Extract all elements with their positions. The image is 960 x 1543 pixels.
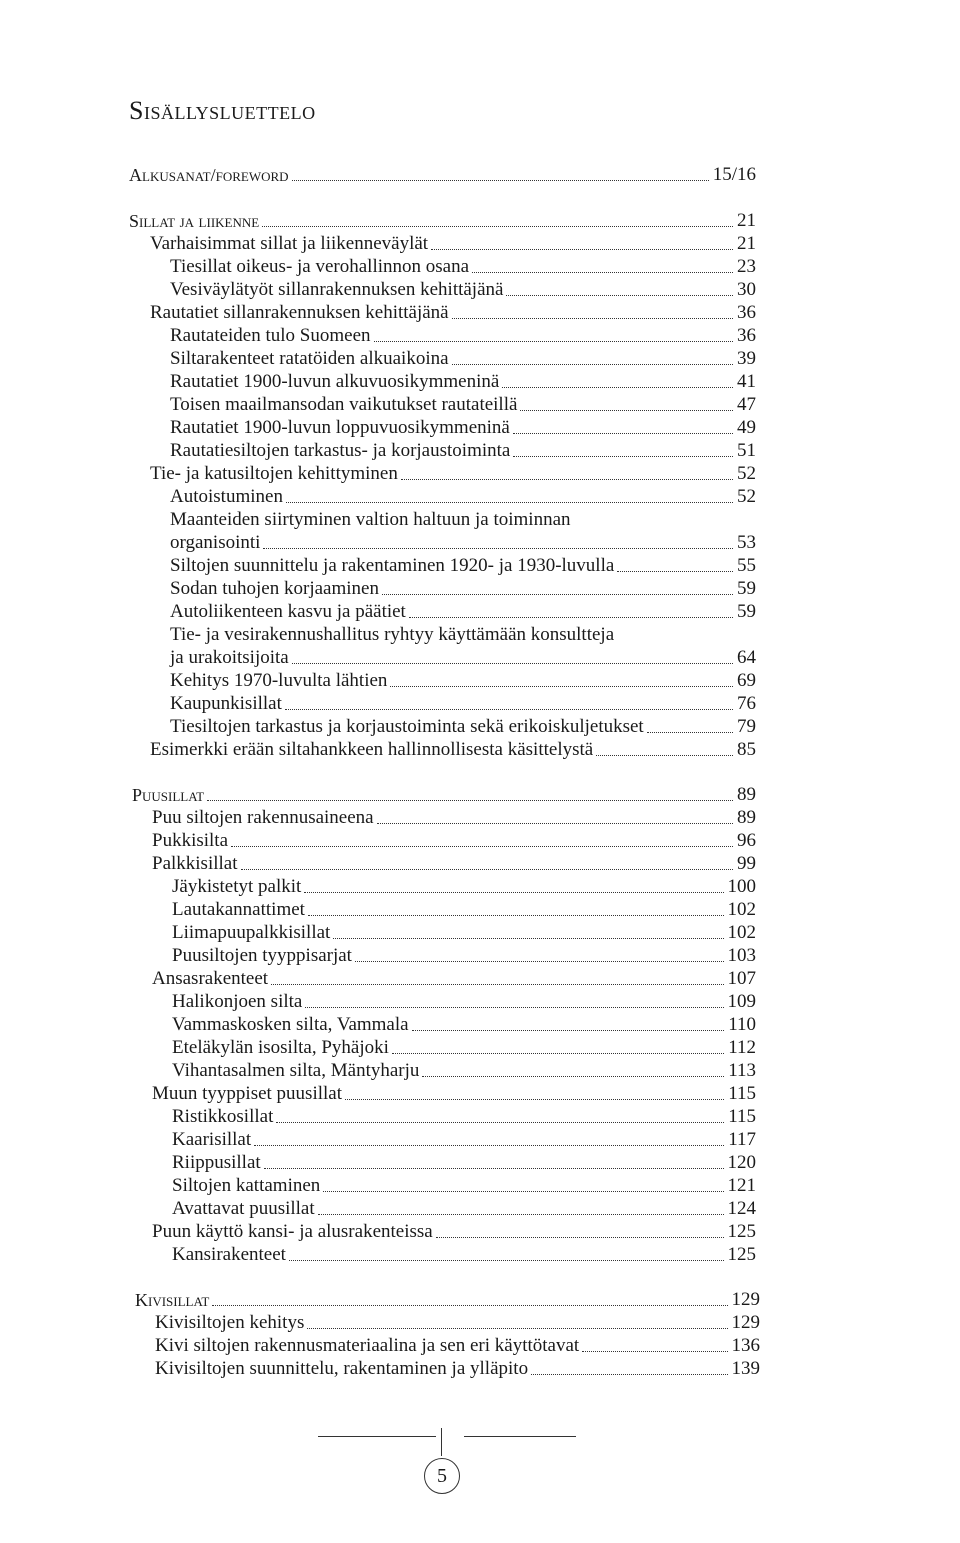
toc-entry-label: Lautakannattimet (172, 899, 305, 920)
toc-entry (170, 416, 756, 440)
toc-entry (129, 163, 756, 187)
toc-entry (135, 1288, 760, 1312)
leader-dots (212, 1304, 727, 1306)
toc-entry-label: Kivisillat (135, 1290, 210, 1310)
toc-entry-label: Vammaskosken silta, Vammala (172, 1014, 409, 1035)
toc-entry (170, 669, 756, 693)
toc-entry (170, 370, 756, 394)
toc-entry (172, 1013, 756, 1037)
toc-entry-label: Halikonjoen silta (172, 991, 303, 1012)
toc-entry (152, 967, 756, 991)
toc-entry-label: Kaarisillat (172, 1129, 252, 1150)
leader-dots (506, 294, 733, 296)
toc-entry-page: 107 (727, 968, 756, 989)
toc-entry (172, 1036, 756, 1060)
leader-dots (355, 960, 724, 962)
leader-dots (502, 386, 733, 388)
toc-entry-label: Tiesillat oikeus- ja verohallinnon osana (170, 256, 470, 277)
toc-entry (172, 1151, 756, 1175)
toc-entry-page: 41 (737, 371, 756, 392)
toc-entry (152, 1220, 756, 1244)
toc-entry-page: 52 (737, 486, 756, 507)
leader-dots (374, 340, 733, 342)
toc-entry (170, 646, 756, 670)
leader-dots (207, 799, 733, 801)
toc-entry-page: 15/16 (712, 164, 756, 185)
toc-entry-page: 85 (737, 739, 756, 760)
toc-entry (172, 1243, 756, 1267)
leader-dots (401, 478, 733, 480)
toc-entry (150, 232, 756, 256)
toc-entry-label: Puu siltojen rakennusaineena (152, 807, 374, 828)
toc-entry-page: 109 (727, 991, 756, 1012)
toc-entry-page: 125 (727, 1244, 756, 1265)
toc-entry-page: 103 (727, 945, 756, 966)
leader-dots (452, 317, 733, 319)
leader-dots (390, 685, 733, 687)
toc-entry-page: 51 (737, 440, 756, 461)
toc-entry-page: 124 (727, 1198, 756, 1219)
leader-dots (431, 248, 733, 250)
toc-entry (170, 255, 756, 279)
leader-dots (513, 455, 733, 457)
leader-dots (292, 179, 709, 181)
toc-entry-page: 59 (737, 578, 756, 599)
leader-dots (271, 983, 723, 985)
toc-entry (172, 1105, 756, 1129)
toc-entry-page: 115 (728, 1083, 756, 1104)
leader-dots (262, 225, 733, 227)
toc-entry-label: Sillat ja liikenne (129, 211, 260, 231)
page-number: 5 (424, 1458, 460, 1494)
leader-dots (617, 640, 752, 641)
toc-entry-label: Kehitys 1970-luvulta lähtien (170, 670, 388, 691)
toc-entry-label: Kivi siltojen rakennusmateriaalina ja sen eri käyttötavat (155, 1335, 580, 1356)
toc-entry (170, 531, 756, 555)
leader-dots (382, 593, 733, 595)
leader-dots (647, 731, 733, 733)
toc-entry (170, 715, 756, 739)
toc-entry-label: Kaupunkisillat (170, 693, 282, 714)
leader-dots (436, 1236, 724, 1238)
leader-dots (531, 1373, 727, 1375)
toc-entry-page: 99 (737, 853, 756, 874)
toc-entry-label: Puun käyttö kansi- ja alusrakenteissa (152, 1221, 433, 1242)
footer-rule-left (318, 1436, 436, 1437)
toc-entry-label: Palkkisillat (152, 853, 238, 874)
leader-dots (289, 1259, 724, 1261)
toc-entry (170, 577, 756, 601)
toc-entry (170, 692, 756, 716)
toc-entry-page: 64 (737, 647, 756, 668)
toc-entry-page: 47 (737, 394, 756, 415)
toc-entry (172, 944, 756, 968)
toc-entry-label: Sodan tuhojen korjaaminen (170, 578, 379, 599)
leader-dots (307, 1327, 727, 1329)
toc-entry-page: 79 (737, 716, 756, 737)
leader-dots (276, 1121, 724, 1123)
leader-dots (305, 1006, 723, 1008)
toc-entry (170, 439, 756, 463)
toc-entry-page: 89 (737, 807, 756, 828)
leader-dots (422, 1075, 724, 1077)
toc-entry-page: 102 (727, 899, 756, 920)
toc-entry (155, 1311, 760, 1335)
toc-entry (172, 1197, 756, 1221)
leader-dots (285, 708, 733, 710)
toc-entry-page: 129 (731, 1312, 760, 1333)
toc-entry-label: Kivisiltojen kehitys (155, 1312, 305, 1333)
toc-entry-label: organisointi (170, 532, 261, 553)
toc-entry-label: Alkusanat/foreword (129, 165, 289, 185)
toc-entry (172, 921, 756, 945)
toc-entry-page: 96 (737, 830, 756, 851)
toc-entry-page: 30 (737, 279, 756, 300)
leader-dots (392, 1052, 724, 1054)
toc-entry-label: Autoistuminen (170, 486, 283, 507)
toc-entry-label: Rautatiet 1900-luvun alkuvuosikymmeninä (170, 371, 500, 392)
toc-entry-label: Rautatiet sillanrakennuksen kehittäjänä (150, 302, 449, 323)
toc-entry (152, 1082, 756, 1106)
toc-entry (152, 806, 756, 830)
toc-entry (170, 623, 756, 647)
leader-dots (292, 662, 733, 664)
toc-entry (152, 829, 756, 853)
toc-entry-page: 100 (727, 876, 756, 897)
toc-entry-label: Autoliikenteen kasvu ja päätiet (170, 601, 406, 622)
toc-entry-label: Kansirakenteet (172, 1244, 286, 1265)
leader-dots (377, 822, 733, 824)
toc-entry (155, 1334, 760, 1358)
leader-dots (254, 1144, 724, 1146)
toc-entry (172, 1128, 756, 1152)
toc-entry-page: 76 (737, 693, 756, 714)
leader-dots (617, 570, 733, 572)
toc-entry-page: 113 (728, 1060, 756, 1081)
toc-entry-page: 23 (737, 256, 756, 277)
toc-entry-page: 55 (737, 555, 756, 576)
toc-entry-label: Tie- ja vesirakennushallitus ryhtyy käyttämään konsultteja (170, 624, 615, 645)
leader-dots (472, 271, 733, 273)
leader-dots (582, 1350, 727, 1352)
toc-entry (170, 485, 756, 509)
toc-entry-label: Maanteiden siirtyminen valtion haltuun ja toiminnan (170, 509, 571, 530)
toc-entry (152, 852, 756, 876)
toc-entry-label: Varhaisimmat sillat ja liikenneväylät (150, 233, 429, 254)
toc-entry-page: 39 (737, 348, 756, 369)
toc-entry (170, 278, 756, 302)
toc-entry (170, 600, 756, 624)
leader-dots (231, 845, 733, 847)
toc-entry-label: Eteläkylän isosilta, Pyhäjoki (172, 1037, 389, 1058)
toc-entry-page: 115 (728, 1106, 756, 1127)
toc-entry-page: 129 (731, 1289, 760, 1310)
leader-dots (574, 525, 752, 526)
leader-dots (308, 914, 724, 916)
toc-entry-page: 136 (731, 1335, 760, 1356)
toc-entry-page: 102 (727, 922, 756, 943)
toc-entry (132, 783, 756, 807)
toc-entry-page: 21 (737, 210, 756, 231)
toc-entry-label: Esimerkki erään siltahankkeen hallinnollisesta käsittelystä (150, 739, 594, 760)
toc-entry (172, 990, 756, 1014)
toc-entry (170, 347, 756, 371)
toc-entry (170, 393, 756, 417)
toc-entry-page: 36 (737, 325, 756, 346)
toc-entry (170, 554, 756, 578)
leader-dots (520, 409, 733, 411)
toc-entry-label: Pukkisilta (152, 830, 229, 851)
toc-entry-page: 36 (737, 302, 756, 323)
toc-entry (170, 508, 756, 532)
toc-entry-label: Siltarakenteet ratatöiden alkuaikoina (170, 348, 449, 369)
footer-rule-tick (441, 1428, 442, 1456)
leader-dots (323, 1190, 723, 1192)
leader-dots (318, 1213, 724, 1215)
leader-dots (333, 937, 723, 939)
toc-entry-label: Rautatiesiltojen tarkastus- ja korjaustoiminta (170, 440, 511, 461)
toc-entry-label: Liimapuupalkkisillat (172, 922, 331, 943)
toc-entry-page: 125 (727, 1221, 756, 1242)
toc-entry-label: Jäykistetyt palkit (172, 876, 302, 897)
toc-entry (172, 1059, 756, 1083)
toc-entry-page: 49 (737, 417, 756, 438)
toc-entry-label: Puusiltojen tyyppisarjat (172, 945, 352, 966)
page-title: Sisällysluettelo (129, 96, 316, 125)
leader-dots (452, 363, 733, 365)
toc-entry-page: 53 (737, 532, 756, 553)
toc-entry (129, 209, 756, 233)
leader-dots (513, 432, 733, 434)
toc-entry-label: Avattavat puusillat (172, 1198, 315, 1219)
toc-entry-page: 139 (731, 1358, 760, 1379)
footer-rule-right (464, 1436, 576, 1437)
leader-dots (263, 547, 733, 549)
toc-entry-label: Ansasrakenteet (152, 968, 269, 989)
toc-entry-page: 89 (737, 784, 756, 805)
toc-entry-label: Kivisiltojen suunnittelu, rakentaminen ja ylläpito (155, 1358, 529, 1379)
toc-entry-label: Rautatiet 1900-luvun loppuvuosikymmeninä (170, 417, 510, 438)
toc-entry-page: 110 (728, 1014, 756, 1035)
toc-entry-label: Tiesiltojen tarkastus ja korjaustoiminta sekä erikoiskuljetukset (170, 716, 644, 737)
leader-dots (409, 616, 733, 618)
toc-entry-label: Siltojen suunnittelu ja rakentaminen 1920- ja 1930-luvulla (170, 555, 615, 576)
toc-entry-page: 117 (728, 1129, 756, 1150)
toc-entry-label: Rautateiden tulo Suomeen (170, 325, 371, 346)
toc-entry-page: 112 (728, 1037, 756, 1058)
leader-dots (412, 1029, 725, 1031)
leader-dots (304, 891, 723, 893)
toc-entry-label: Toisen maailmansodan vaikutukset rautateillä (170, 394, 518, 415)
toc-entry (155, 1357, 760, 1381)
toc-entry (150, 301, 756, 325)
toc-entry-page: 59 (737, 601, 756, 622)
toc-entry-label: Siltojen kattaminen (172, 1175, 321, 1196)
leader-dots (241, 868, 734, 870)
toc-entry (172, 875, 756, 899)
leader-dots (264, 1167, 724, 1169)
toc-entry (150, 738, 756, 762)
toc-entry-page: 120 (727, 1152, 756, 1173)
toc-entry-label: Riippusillat (172, 1152, 261, 1173)
leader-dots (286, 501, 733, 503)
toc-entry-label: Vesiväylätyöt sillanrakennuksen kehittäjänä (170, 279, 504, 300)
toc-entry (172, 1174, 756, 1198)
toc-entry-label: Vihantasalmen silta, Mäntyharju (172, 1060, 420, 1081)
toc-entry-label: ja urakoitsijoita (170, 647, 289, 668)
toc-entry-label: Puusillat (132, 785, 205, 805)
toc-entry-label: Ristikkosillat (172, 1106, 274, 1127)
toc-entry (172, 898, 756, 922)
leader-dots (345, 1098, 724, 1100)
toc-entry-page: 69 (737, 670, 756, 691)
toc-entry-label: Tie- ja katusiltojen kehittyminen (150, 463, 398, 484)
toc-entry-label: Muun tyyppiset puusillat (152, 1083, 342, 1104)
toc-entry-page: 121 (727, 1175, 756, 1196)
leader-dots (596, 754, 733, 756)
toc-entry (150, 462, 756, 486)
toc-entry-page: 21 (737, 233, 756, 254)
toc-entry-page: 52 (737, 463, 756, 484)
toc-entry (170, 324, 756, 348)
